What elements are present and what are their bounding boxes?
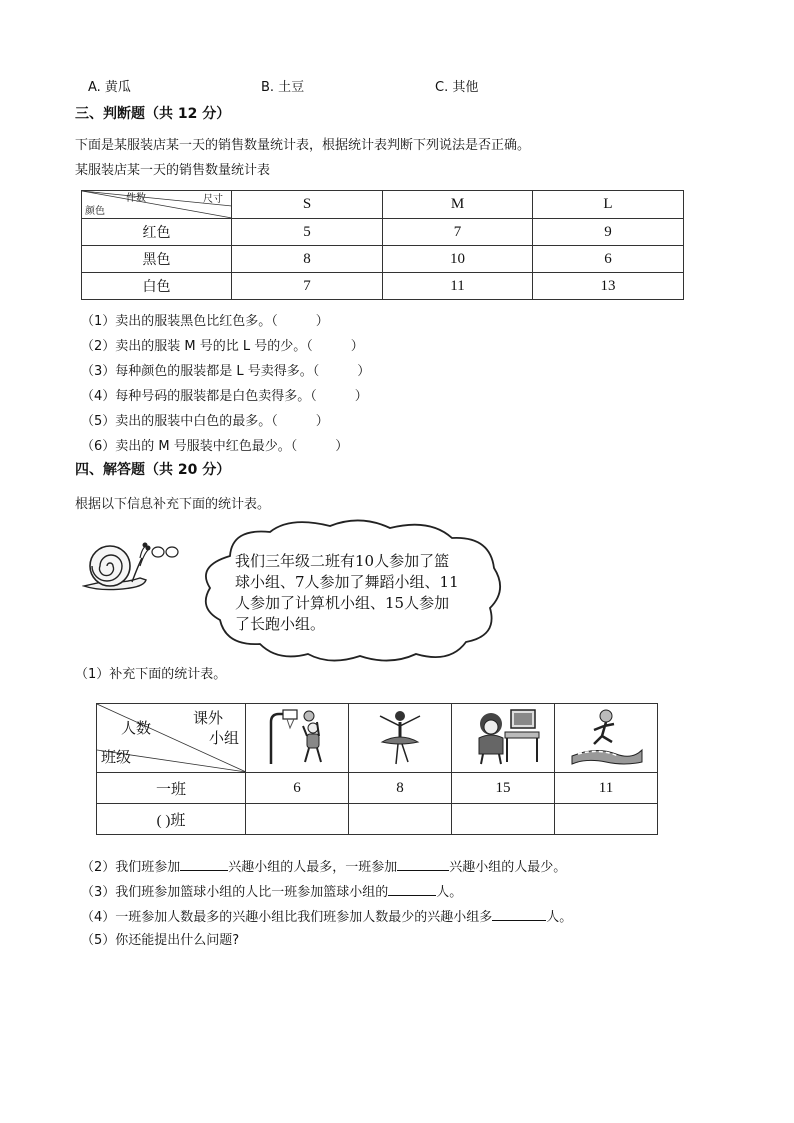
column-header: L [533,191,684,219]
corner-label-count: 人数 [121,721,152,737]
section3-title: 三、判断题（共 12 分） [75,106,231,122]
option-a: A. 黄瓜 [88,80,131,95]
statement-3: （3）每种颜色的服装都是 L 号卖得多。（ ） [81,364,371,379]
row-label: 黑色 [82,246,232,273]
question-4: （4）一班参加人数最多的兴趣小组比我们班参加人数最少的兴趣小组多 人。 [81,907,572,927]
table-row [97,773,658,804]
option-c: C. 其他 [435,80,479,95]
table-cell: 7 [232,273,383,300]
table-cell: 11 [555,773,658,804]
basketball-icon [257,706,337,766]
column-header: S [232,191,383,219]
statement-4: （4）每种号码的服装都是白色卖得多。（ ） [81,389,368,404]
club-table [96,703,658,835]
computer-icon [461,706,545,766]
column-header: M [383,191,533,219]
question-3: （3）我们班参加篮球小组的人比一班参加篮球小组的 人。 [81,882,462,902]
statement-6: （6）卖出的 M 号服装中红色最少。（ ） [81,439,349,454]
answer-blank[interactable] [388,882,436,896]
question-1: （1）补充下面的统计表。 [75,667,227,682]
table-cell: 6 [246,773,349,804]
snail-illustration [82,536,202,596]
table-cell: 6 [533,246,684,273]
section3-intro: 下面是某服装店某一天的销售数量统计表，根据统计表判断下列说法是否正确。 [75,138,531,153]
answer-blank[interactable] [492,907,546,921]
basketball-column [246,704,349,773]
table-row [82,246,684,273]
table-row [82,219,684,246]
row-label: ( )班 [97,804,246,835]
row-label: 白色 [82,273,232,300]
dance-column [349,704,452,773]
section4-intro: 根据以下信息补充下面的统计表。 [75,497,271,512]
sales-table-corner-cell [82,191,232,219]
statement-2: （2）卖出的服装 M 号的比 L 号的少。（ ） [81,339,364,354]
corner-label-count: 件数 [126,193,146,204]
statement-5: （5）卖出的服装中白色的最多。（ ） [81,414,329,429]
table-cell: 13 [533,273,684,300]
table-cell: 11 [383,273,533,300]
speech-cloud-text: 我们三年级二班有10人参加了篮 球小组、7人参加了舞蹈小组、11 人参加了计算机小组、15人参加 了长跑小组。 [235,552,459,633]
table-cell: 7 [383,219,533,246]
table-cell: 10 [383,246,533,273]
answer-blank[interactable] [397,857,449,871]
table1-caption: 某服装店某一天的销售数量统计表 [75,163,271,178]
computer-column [452,704,555,773]
option-b: B. 土豆 [261,80,305,95]
corner-label-club-1: 课外 [193,711,224,727]
statement-1: （1）卖出的服装黑色比红色多。（ ） [81,314,329,329]
table-cell-blank[interactable] [349,804,452,835]
table-cell: 15 [452,773,555,804]
running-column [555,704,658,773]
club-table-corner-cell [97,704,246,773]
sales-table [81,190,684,300]
corner-label-club-2: 小组 [209,731,240,747]
corner-label-class: 班级 [101,750,132,766]
corner-label-color: 颜色 [85,206,105,217]
table-cell: 8 [349,773,452,804]
table-row [97,804,658,835]
corner-label-size: 尺寸 [203,194,223,205]
table-cell: 8 [232,246,383,273]
row-label: 一班 [97,773,246,804]
table-cell-blank[interactable] [452,804,555,835]
section4-title: 四、解答题（共 20 分） [75,462,231,478]
table-cell-blank[interactable] [246,804,349,835]
table-cell: 9 [533,219,684,246]
question-2: （2）我们班参加 兴趣小组的人最多，一班参加 兴趣小组的人最少。 [81,857,566,877]
dancer-icon [360,706,440,766]
answer-blank[interactable] [180,857,228,871]
table-cell-blank[interactable] [555,804,658,835]
table-cell: 5 [232,219,383,246]
table-row [82,273,684,300]
row-label: 红色 [82,219,232,246]
question-5: （5）你还能提出什么问题? [81,933,240,948]
runner-icon [566,706,646,766]
